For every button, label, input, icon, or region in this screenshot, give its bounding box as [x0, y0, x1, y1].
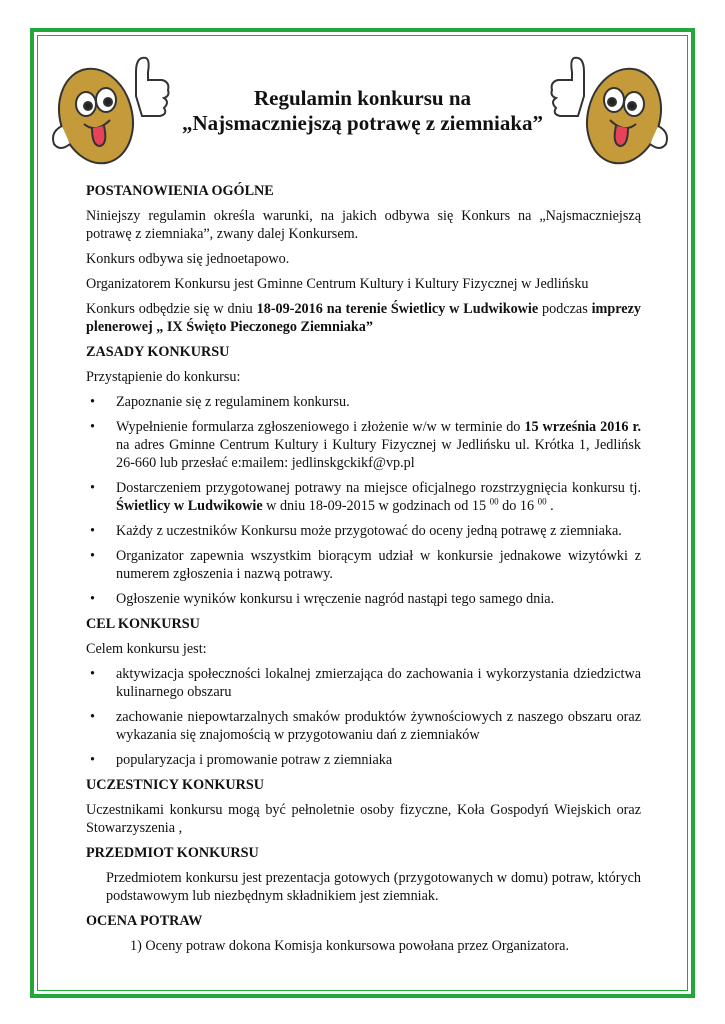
list-item: 1) Oceny potraw dokona Komisja konkursowa powołana przez Organizatora. — [130, 938, 570, 954]
paragraph: Niniejszy regulamin określa warunki, na jakich odbywa się Konkurs na „Najsmaczniejszą potrawę z ziemniaka”, zwany dalej Konkursem. — [86, 208, 641, 242]
list-item: • Zapoznanie się z regulaminem konkursu. — [86, 393, 641, 411]
title-line-1: Regulamin konkursu na — [253, 86, 472, 110]
list-item: • Wypełnienie formularza zgłoszeniowego i złożenie w/w w terminie do 15 września 2016 r. na adres Gminne Centrum Kultury i Kultury Fizycznej w Jedlińsku ul. Krótka 1, Jedlińsk 26-660 lub przesłać e:mailem: jedlinskgckikf@vp.pl — [86, 418, 641, 472]
list-item: • Organizator zapewnia wszystkim biorącym udział w konkursie jednakowe wizytówki z numerem zgłoszenia i nazwą potrawy. — [86, 547, 641, 583]
paragraph: Celem konkursu jest: — [86, 641, 207, 657]
section-heading-general: POSTANOWIENIA OGÓLNE — [86, 183, 274, 199]
list-item: • zachowanie niepowtarzalnych smaków produktów żywnościowych z naszego obszaru oraz wykazania się znajomością w przygotowaniu dań z ziemniaków — [86, 708, 641, 744]
paragraph: Organizatorem Konkursu jest Gminne Centrum Kultury i Kultury Fizycznej w Jedlińsku — [86, 276, 589, 292]
paragraph: Uczestnikami konkursu mogą być pełnoletnie osoby fizyczne, Koła Gospodyń Wiejskich oraz Stowarzyszenia , — [86, 802, 641, 836]
list-item: • Dostarczeniem przygotowanej potrawy na miejsce oficjalnego rozstrzygnięcia konkursu tj. Świetlicy w Ludwikowie w dniu 18-09-2015 w godzinach od 15 $^{00}$ do 16 $^{00}$ . — [86, 479, 641, 515]
list-item: • Każdy z uczestników Konkursu może przygotować do oceny jedną potrawę z ziemniaka. — [86, 522, 641, 540]
list-item: • popularyzacja i promowanie potraw z ziemniaka — [86, 751, 641, 769]
paragraph: Konkurs odbywa się jednoetapowo. — [86, 251, 290, 267]
section-heading-rating: OCENA POTRAW — [86, 913, 203, 929]
paragraph: Przystąpienie do konkursu: — [86, 369, 241, 385]
rules-list — [86, 393, 641, 608]
goal-list — [86, 665, 641, 769]
list-item: • Ogłoszenie wyników konkursu i wręczenie nagród nastąpi tego samego dnia. — [86, 590, 641, 608]
rating-list — [86, 937, 641, 955]
section-heading-subject: PRZEDMIOT KONKURSU — [86, 845, 259, 861]
title-line-2: „Najsmaczniejszą potrawę z ziemniaka” — [182, 111, 543, 135]
section-heading-participants: UCZESTNICY KONKURSU — [86, 777, 265, 793]
document-body — [86, 182, 641, 955]
paragraph-event-info: Konkurs odbędzie się w dniu 18-09-2016 na terenie Świetlicy w Ludwikowie podczas imprezy plenerowej „ IX Święto Pieczonego Ziemniaka” — [86, 301, 641, 335]
section-heading-goal: CEL KONKURSU — [86, 616, 200, 632]
list-item: • aktywizacja społeczności lokalnej zmierzająca do zachowania i wykorzystania dziedzictwa kulinarnego obszaru — [86, 665, 641, 701]
document-title — [150, 86, 575, 136]
section-heading-rules: ZASADY KONKURSU — [86, 344, 230, 360]
paragraph: Przedmiotem konkursu jest prezentacja gotowych (przygotowanych w domu) potraw, których podstawowym lub niezbędnym składnikiem jest ziemniak. — [106, 870, 641, 904]
